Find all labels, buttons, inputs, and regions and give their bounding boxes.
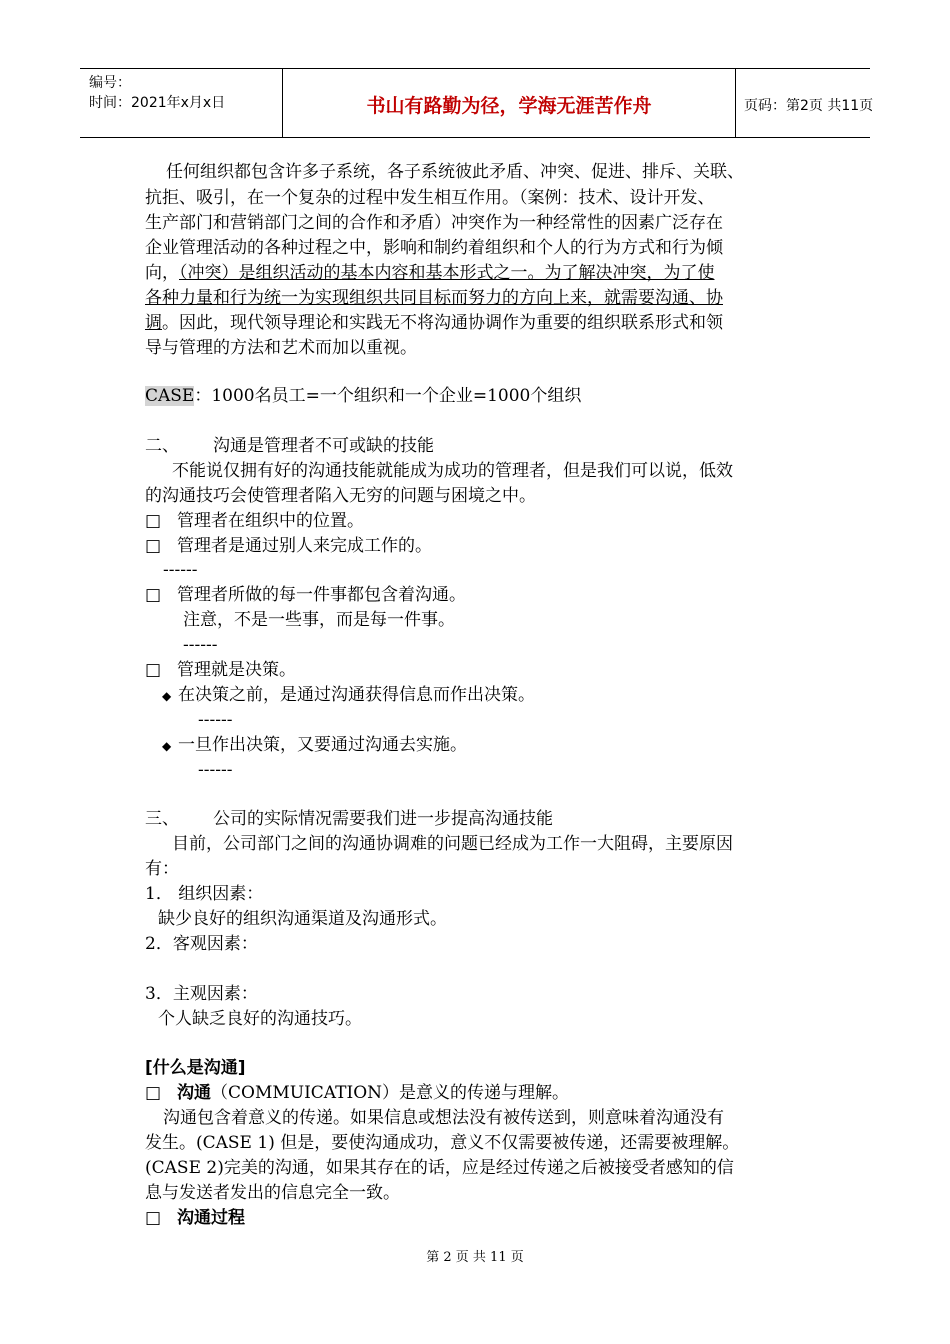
- paragraph-line: [145, 263, 715, 283]
- dash-separator: ------: [198, 760, 233, 780]
- underlined-text: 调: [145, 313, 162, 333]
- definition-text: （COMMUICATION）是意义的传递与理解。: [211, 1083, 570, 1103]
- header-right-cell: [736, 69, 874, 137]
- definition-term: 沟通: [177, 1083, 211, 1103]
- list-item-text: 管理者是通过别人来完成工作的。: [177, 536, 432, 556]
- diamond-bullet-icon: ◆: [162, 739, 172, 753]
- sub-list-item-text: 一旦作出决策，又要通过沟通去实施。: [178, 735, 467, 755]
- underlined-text: （冲突）是组织活动的基本内容和基本形式之一。为了解决冲突，为了使: [179, 263, 715, 283]
- header-motto: 书山有路勤为径，学海无涯苦作舟: [366, 95, 652, 117]
- list-item: [145, 660, 296, 680]
- diamond-bullet-icon: ◆: [162, 689, 172, 703]
- checkbox-icon: □: [145, 585, 162, 605]
- paragraph-line: 沟通包含着意义的传递。如果信息或想法没有被传送到，则意味着沟通没有: [163, 1108, 724, 1128]
- paragraph-line: 导与管理的方法和艺术而加以重视。: [145, 338, 417, 358]
- dash-separator: ------: [183, 635, 218, 655]
- document-time-label: 时间：2021年x月x日: [89, 95, 226, 111]
- page-number-label: 页码：第2页 共11页: [744, 98, 874, 114]
- list-item: [145, 536, 432, 556]
- list-item-text: 管理者所做的每一件事都包含着沟通。: [177, 585, 466, 605]
- underlined-text: 各种力量和行为统一为实现组织共同目标而努力的方向上来，就需要沟通、协: [145, 288, 723, 308]
- paragraph-line: 的沟通技巧会使管理者陷入无穷的问题与困境之中。: [145, 486, 536, 506]
- list-item: [145, 511, 364, 531]
- paragraph-line: 企业管理活动的各种过程之中，影响和制约着组织和个人的行为方式和行为倾: [145, 238, 723, 258]
- checkbox-icon: □: [145, 511, 162, 531]
- case-line: [145, 386, 581, 406]
- paragraph-line: 目前，公司部门之间的沟通协调难的问题已经成为工作一大阻碍，主要原因: [172, 834, 733, 854]
- document-number-label: 编号：: [89, 75, 131, 91]
- section-number: 三、: [145, 809, 179, 829]
- factor-description: 个人缺乏良好的沟通技巧。: [158, 1009, 362, 1029]
- sub-list-item: [162, 685, 535, 706]
- paragraph-line: 息与发送者发出的信息完全一致。: [145, 1183, 400, 1203]
- page-footer: 第 2 页 共 11 页: [426, 1250, 524, 1265]
- paragraph-line: 生产部门和营销部门之间的合作和矛盾）冲突作为一种经常性的因素广泛存在: [145, 213, 723, 233]
- checkbox-icon: □: [145, 536, 162, 556]
- paragraph-text: 。因此，现代领导理论和实践无不将沟通协调作为重要的组织联系形式和领: [162, 313, 723, 333]
- sub-list-item-text: 在决策之前，是通过沟通获得信息而作出决策。: [178, 685, 535, 705]
- header-table: [80, 68, 874, 138]
- checkbox-icon: □: [145, 1208, 162, 1228]
- paragraph-text: 向，: [145, 263, 179, 283]
- subsection-heading: [145, 1208, 245, 1228]
- case-text: ：1000名员工=一个组织和一个企业=1000个组织: [194, 386, 582, 406]
- paragraph-line: 有：: [145, 859, 179, 879]
- factor-item: 2．客观因素：: [145, 934, 258, 954]
- case-tag: CASE: [145, 386, 195, 406]
- subsection-heading-text: 沟通过程: [177, 1208, 245, 1228]
- checkbox-icon: □: [145, 660, 162, 680]
- section-title: 公司的实际情况需要我们进一步提高沟通技能: [213, 809, 553, 829]
- section-heading: [什么是沟通]: [145, 1058, 246, 1078]
- header-middle-cell: [283, 69, 736, 137]
- definition-line: [145, 1083, 569, 1103]
- paragraph-line: 不能说仅拥有好的沟通技能就能成为成功的管理者，但是我们可以说，低效: [172, 461, 733, 481]
- dash-separator: ------: [163, 560, 198, 580]
- paragraph-line: [145, 313, 723, 333]
- header-left-cell: [80, 69, 283, 137]
- list-item-text: 管理者在组织中的位置。: [177, 511, 364, 531]
- dash-separator: ------: [198, 710, 233, 730]
- sub-list-item: [162, 735, 467, 756]
- note-line: 注意，不是一些事，而是每一件事。: [183, 610, 455, 630]
- factor-item: 3．主观因素：: [145, 984, 258, 1004]
- factor-item: 1． 组织因素：: [145, 884, 264, 904]
- factor-description: 缺少良好的组织沟通渠道及沟通形式。: [158, 909, 447, 929]
- paragraph-line: 发生。(CASE 1) 但是，要使沟通成功，意义不仅需要被传递，还需要被理解。: [145, 1133, 740, 1153]
- list-item: [145, 585, 466, 605]
- paragraph-line: (CASE 2)完美的沟通，如果其存在的话，应是经过传递之后被接受者感知的信: [145, 1158, 734, 1178]
- paragraph-line: 抗拒、吸引，在一个复杂的过程中发生相互作用。（案例：技术、设计开发、: [145, 188, 715, 208]
- section-title: 沟通是管理者不可或缺的技能: [213, 436, 434, 456]
- section-number: 二、: [145, 436, 179, 456]
- paragraph-line: 任何组织都包含许多子系统，各子系统彼此矛盾、冲突、促进、排斥、关联、: [166, 162, 744, 182]
- checkbox-icon: □: [145, 1083, 162, 1103]
- list-item-text: 管理就是决策。: [177, 660, 296, 680]
